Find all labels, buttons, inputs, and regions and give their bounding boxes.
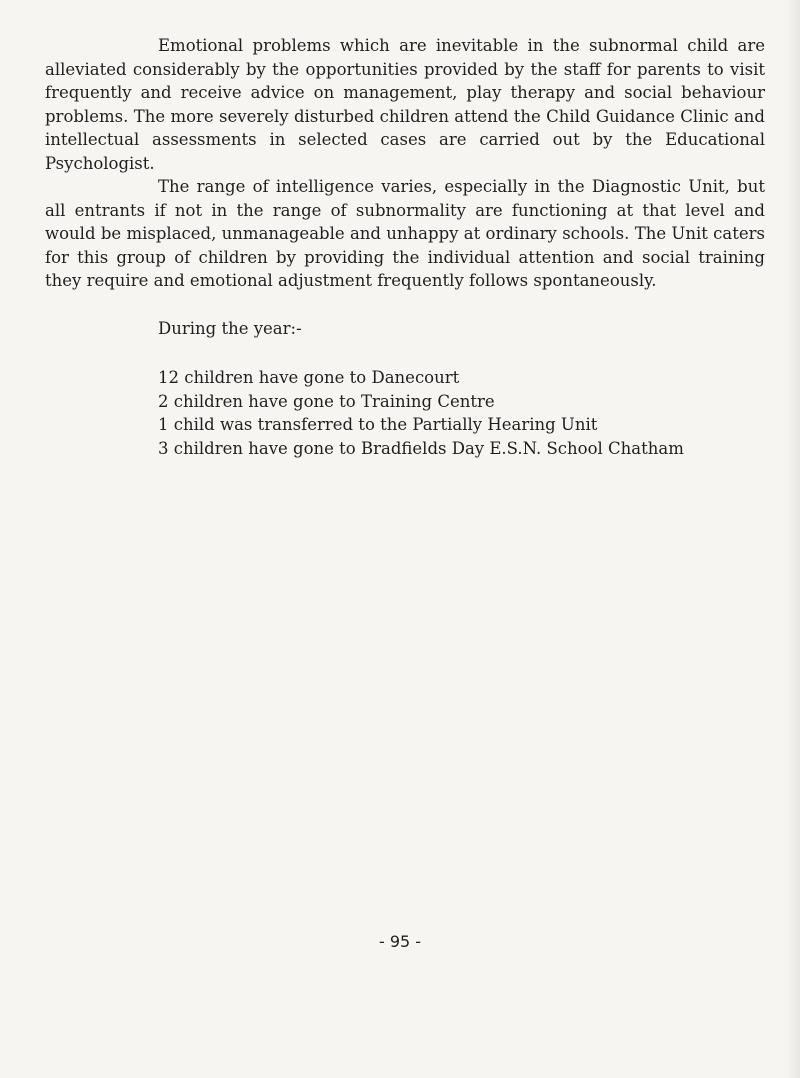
during-the-year-heading: During the year:- [158,319,302,338]
list-item: 3 children have gone to Bradfields Day E.S.N. School Chatham [158,438,684,458]
paragraph-intelligence-range: The range of intelligence varies, especially in the Diagnostic Unit, but all entrants if not in the range of subnormality are functioning at that level and would be misplaced, unmanageable and unhappy at ordinary schools. The Unit caters for this group of children by providing the individual attention and social training they require and emotional adjustment frequently follows spontaneously. [45,177,765,290]
page-number: - 95 - [378,932,422,951]
list-item: 2 children have gone to Training Centre [158,391,495,411]
list-item: 1 child was transferred to the Partially Hearing Unit [158,415,598,434]
year-outcomes-list [158,366,684,460]
paragraph-emotional-problems: Emotional problems which are inevitable in the subnormal child are alleviated considerably by the opportunities provided by the staff for parents to visit frequently and receive advice on management, play therapy and social behaviour problems. The more severely disturbed children attend the Child Guidance Clinic and intellectual assessments in selected cases are carried out by the Educational Psychologist. [45,36,765,173]
list-item: 12 children have gone to Danecourt [158,368,460,387]
page-edge-shadow [786,0,800,1078]
